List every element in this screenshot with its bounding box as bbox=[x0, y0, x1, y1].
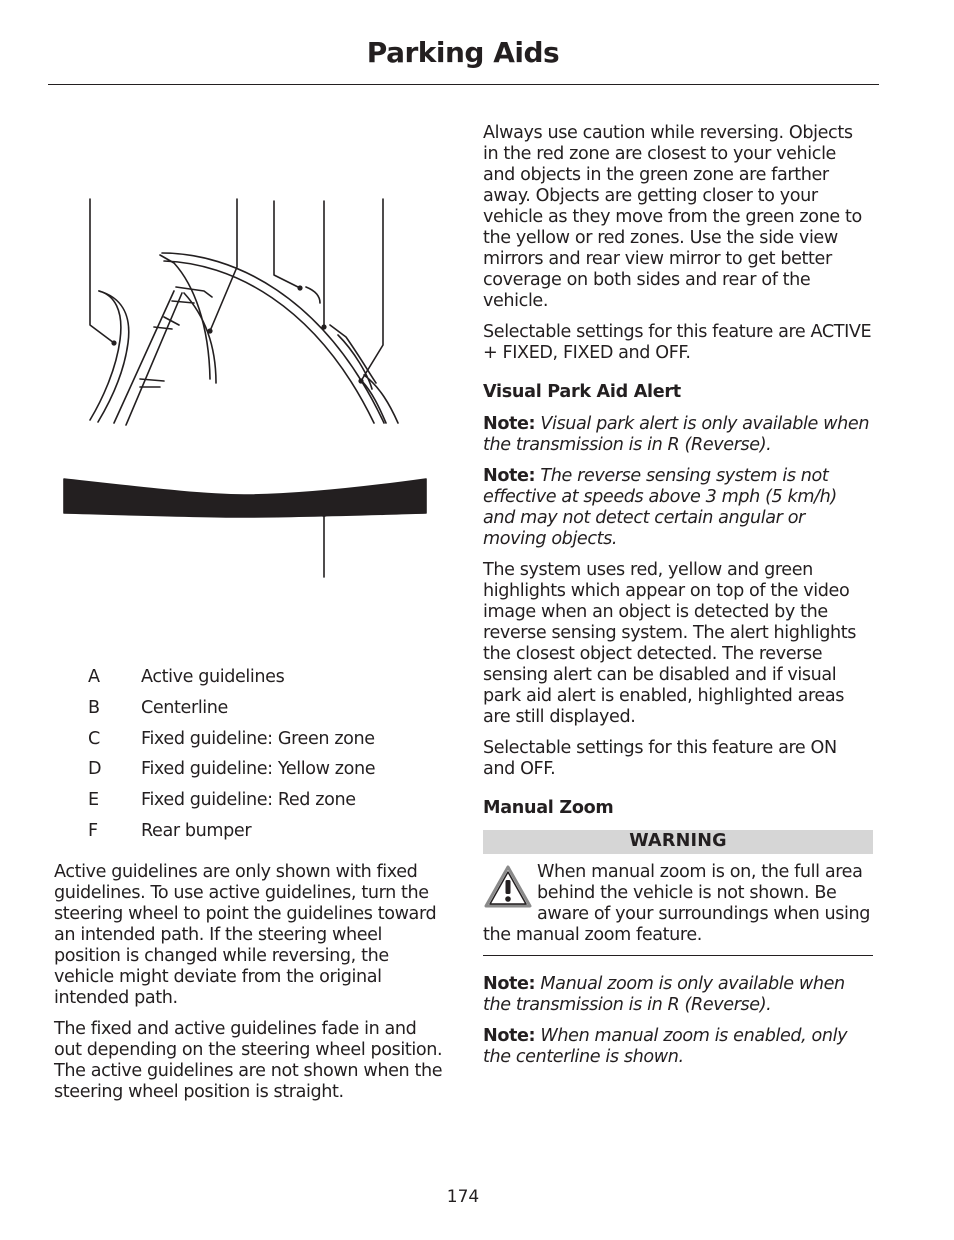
page-title: Parking Aids bbox=[366, 36, 560, 69]
note: Note: When manual zoom is enabled, only the centerline is shown. bbox=[483, 1026, 848, 1067]
warning-text: When manual zoom is on, the full area behind the vehicle is not shown. Be aware of your surroundings when using the manual zoom feature. bbox=[483, 862, 871, 945]
paragraph: The system uses red, yellow and green highlights which appear on top of the video image when an object is detected by the reverse sensing system. The alert highlights the closest object detected. The reverse sensing alert can be disabled and if visual park aid alert is enabled, highlighted areas are still displayed. bbox=[483, 560, 857, 727]
figure-legend bbox=[88, 666, 448, 851]
legend-item: E Fixed guideline: Red zone bbox=[88, 790, 356, 811]
fixed-guideline-outer bbox=[162, 253, 384, 423]
title-divider bbox=[48, 84, 879, 85]
section-heading: Visual Park Aid Alert bbox=[483, 382, 681, 402]
active-guideline-left bbox=[90, 291, 121, 420]
fixed-guideline-right bbox=[306, 287, 398, 423]
note: Note: Manual zoom is only available when the transmission is in R (Reverse). bbox=[483, 974, 845, 1015]
paragraph: Always use caution while reversing. Objects in the red zone are closest to your vehicle and objects in the green zone are farther away. Objects are getting closer to your vehicle as they move from the green zone to the yellow or red zones. Use the side view mirrors and rear view mirror to get better coverage on both sides and rear of the vehicle. bbox=[483, 123, 862, 311]
section-heading: Manual Zoom bbox=[483, 798, 614, 818]
legend-item: B Centerline bbox=[88, 697, 228, 718]
warning-triangle-icon bbox=[483, 864, 533, 910]
guideline-figure bbox=[54, 125, 444, 635]
legend-item: A Active guidelines bbox=[88, 667, 285, 687]
paragraph: Selectable settings for this feature are ACTIVE + FIXED, FIXED and OFF. bbox=[483, 322, 872, 363]
left-body-text bbox=[54, 862, 446, 1113]
legend-item: D Fixed guideline: Yellow zone bbox=[88, 759, 376, 780]
page-number: 174 bbox=[446, 1187, 480, 1207]
warning-box bbox=[483, 862, 873, 946]
paragraph: Active guidelines are only shown with fixed guidelines. To use active guidelines, turn the steering wheel to point the guidelines toward an intended path. If the steering wheel position is changed while reversing, the vehicle might deviate from the original intended path. bbox=[54, 862, 437, 1008]
legend-item: C Fixed guideline: Green zone bbox=[88, 728, 375, 749]
warning-heading: WARNING bbox=[483, 830, 873, 854]
rear-bumper[interactable] bbox=[64, 479, 426, 517]
note: Note: The reverse sensing system is not effective at speeds above 3 mph (5 km/h) and may not detect certain angular or moving objects. bbox=[483, 466, 837, 549]
paragraph: Selectable settings for this feature are ON and OFF. bbox=[483, 738, 837, 779]
callout-lines bbox=[90, 199, 383, 577]
right-column bbox=[483, 123, 873, 1078]
left-column bbox=[54, 125, 444, 635]
guideline-diagram bbox=[54, 125, 444, 635]
warning-divider bbox=[483, 955, 873, 956]
legend-item: F Rear bumper bbox=[88, 820, 252, 841]
paragraph: The fixed and active guidelines fade in and out depending on the steering wheel position. The active guidelines are not shown when the steering wheel position is straight. bbox=[54, 1019, 443, 1102]
note: Note: Visual park alert is only available when the transmission is in R (Reverse). bbox=[483, 414, 870, 455]
